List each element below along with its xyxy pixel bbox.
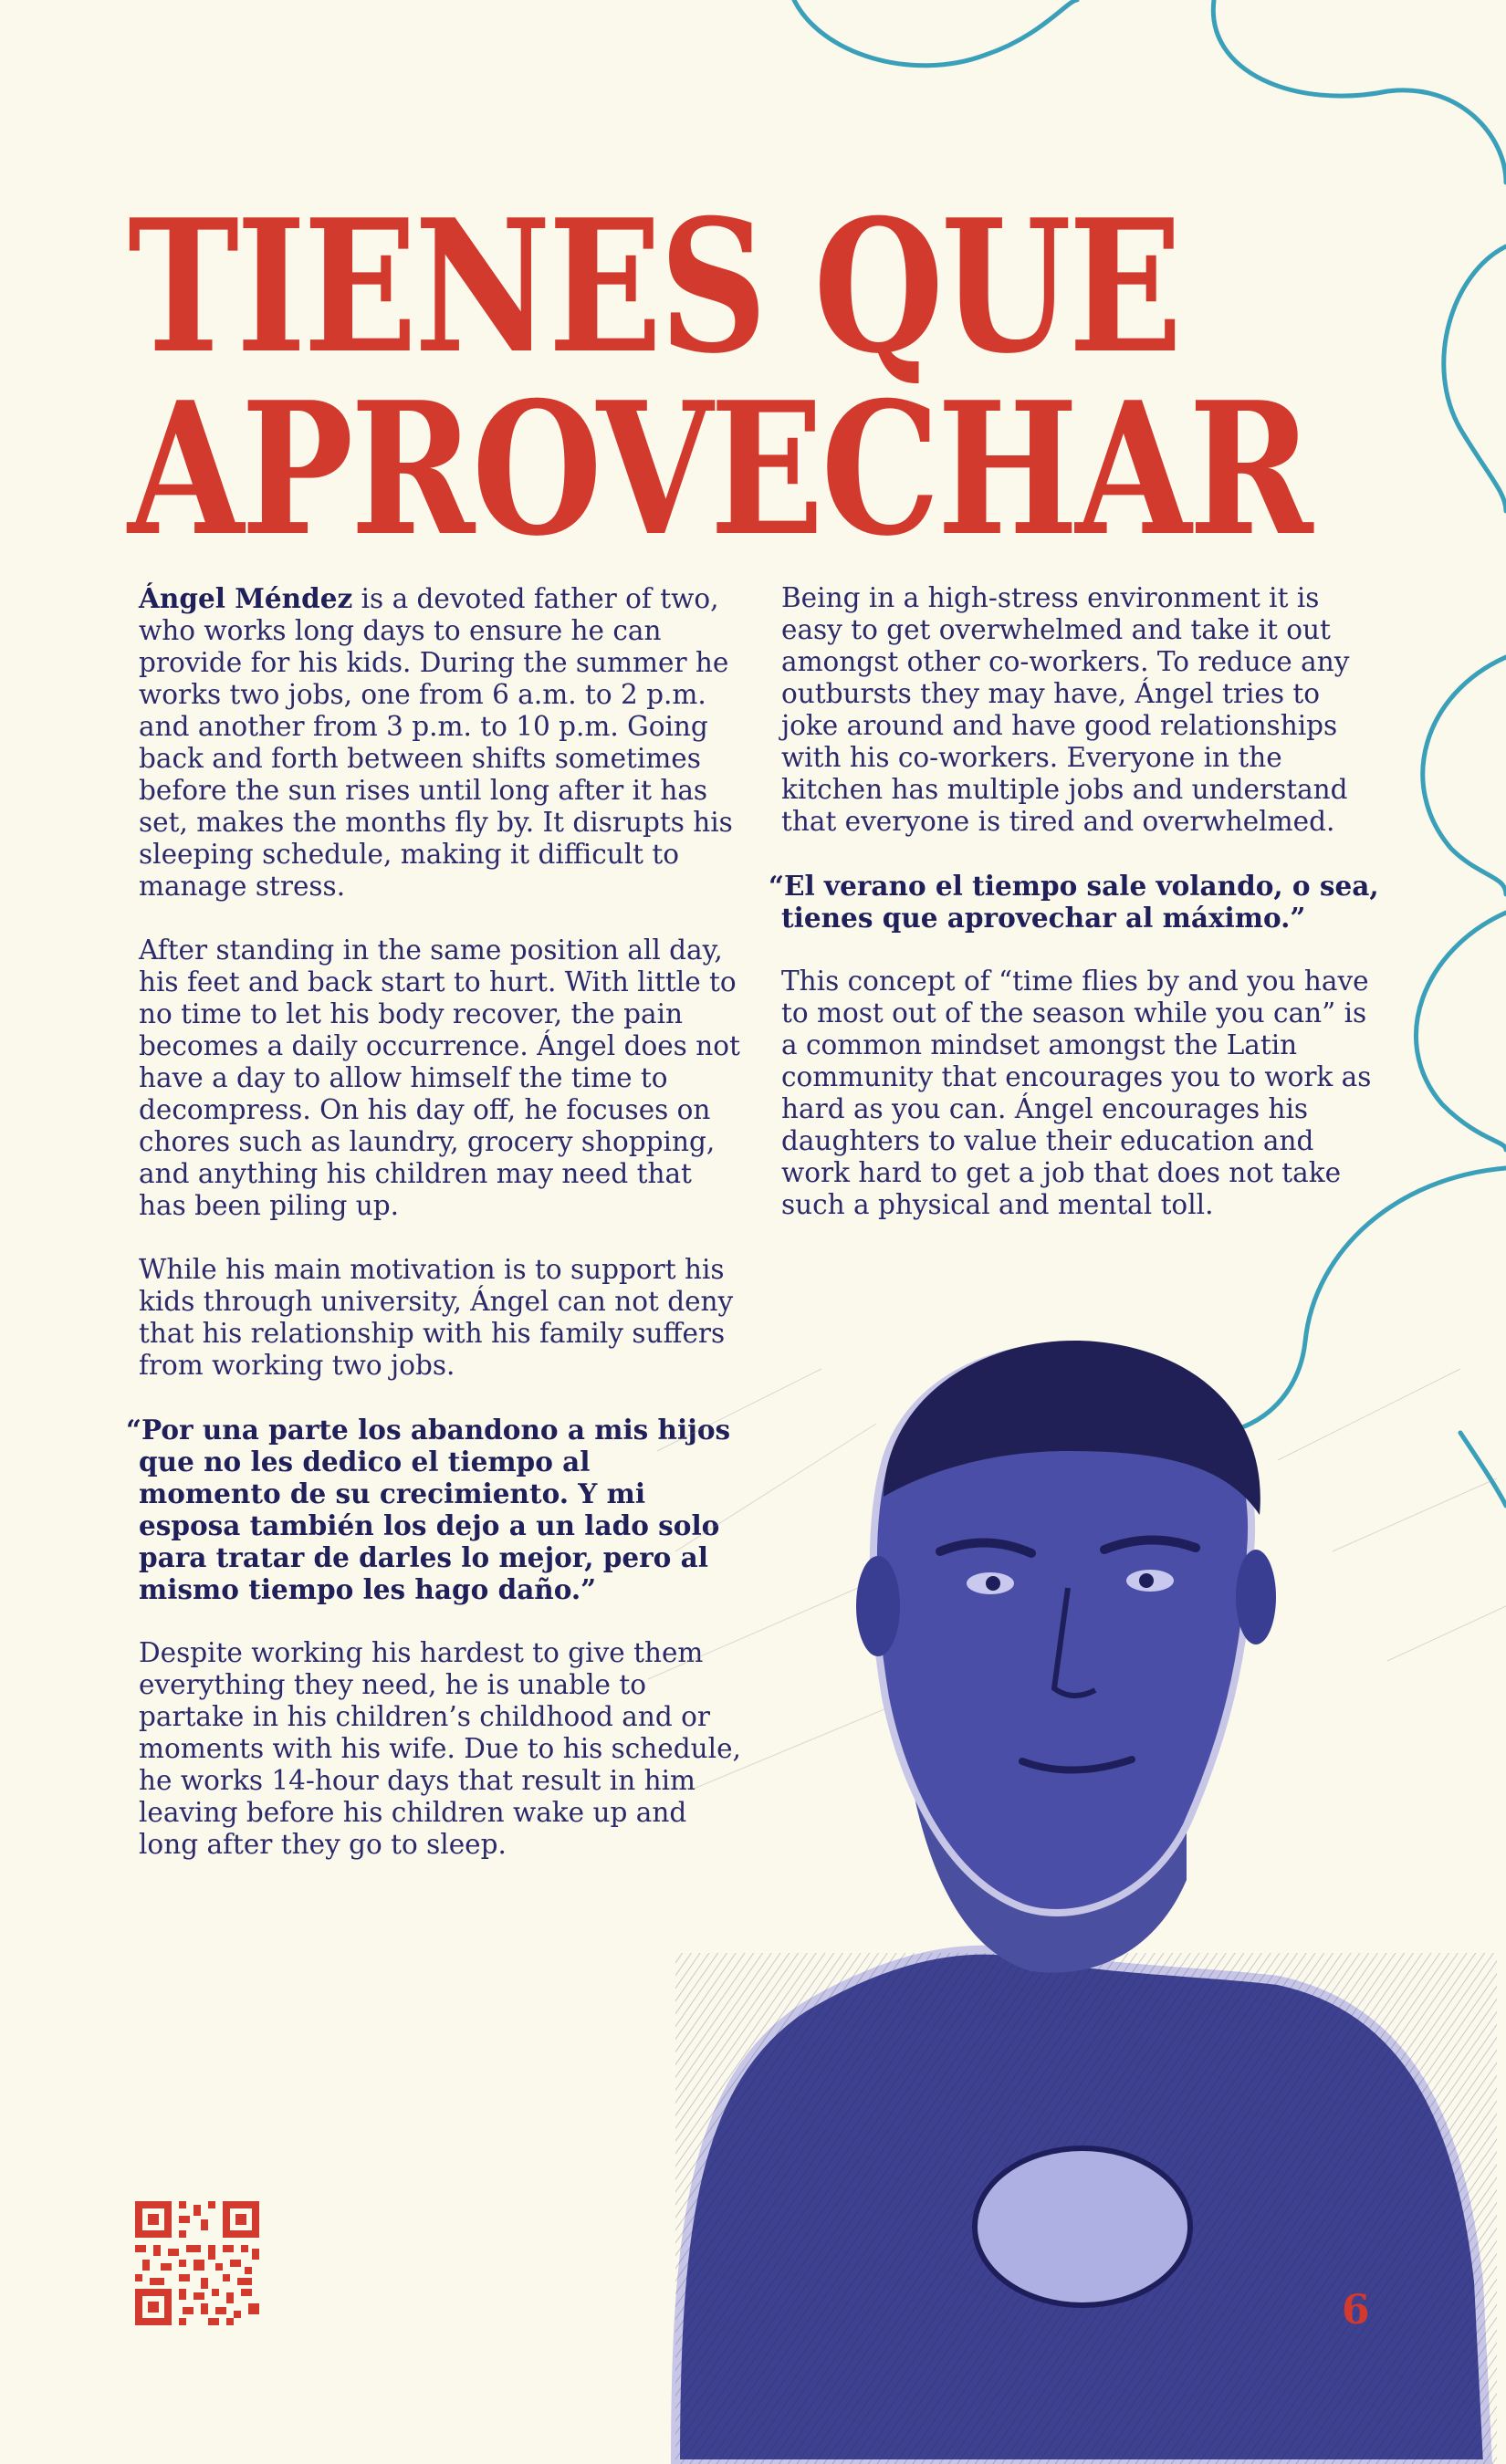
title-line-1: TIENES QUE [128,180,1180,394]
right-column [769,582,1384,1253]
qr-code-icon[interactable] [135,2201,259,2325]
portrait-illustration [639,1314,1506,2464]
subject-name: Ángel Méndez [139,582,353,614]
paragraph-mindset: This concept of “time flies by and you have to most out of the season while you can” is a common mindset amongst the Latin community that encourages you to work as hard as you can. Ángel encourages his daughters to value their education and work hard to get a job that does not take such a physical and mental toll. [781,966,1372,1220]
page-number: 6 [1342,2287,1370,2333]
paragraph-motivation: While his main motivation is to support his kids through university, Ángel can not deny that his relationship with his family suffers from working two jobs. [139,1254,734,1381]
title-line-2: APROVECHAR [128,362,1311,577]
paragraph-schedule: Despite working his hardest to give them everything they need, he is unable to partake in his children’s childhood and or moments with his wife. Due to his schedule, he works 14-hour days that result in him leaving before his children wake up and long after they go to sleep. [139,1637,741,1860]
paragraph-intro [139,582,741,903]
intro-text: is a devoted father of two, who works long days to ensure he can provide for his kids. During the summer he works two jobs, one from 6 a.m. to 2 p.m. and another from 3 p.m. to 10 p.m. Going back and forth between shifts sometimes before the sun rises until long after it has set, makes the months fly by. It disrupts his sleeping schedule, making it difficult to manage stress. [139,583,733,902]
paragraph-pain: After standing in the same position all day, his feet and back start to hurt. With little to no time to let his body recover, the pain becomes a daily occurrence. Ángel does not have a day to allow himself the time to decompress. On his day off, he focuses on chores such as laundry, grocery shopping, and anything his children may need that has been piling up. [139,934,740,1221]
page-title [128,180,1311,577]
pull-quote-family: “Por una parte los abandono a mis hijos que no les dedico el tiempo al momento de su crecimiento. Y mi esposa también los dejo a un lado solo para tratar de darles lo mejor, pero al mismo tiempo les hago daño.” [126,1414,731,1605]
pull-quote-summer: “El verano el tiempo sale volando, o sea, tienes que aprovechar al máximo.” [769,870,1379,934]
paragraph-stress: Being in a high-stress environment it is easy to get overwhelmed and take it out amongst other co-workers. To reduce any outbursts they may have, Ángel tries to joke around and have good relationships with his co-workers. Everyone in the kitchen has multiple jobs and understand that everyone is tired and overwhelmed. [781,582,1350,837]
